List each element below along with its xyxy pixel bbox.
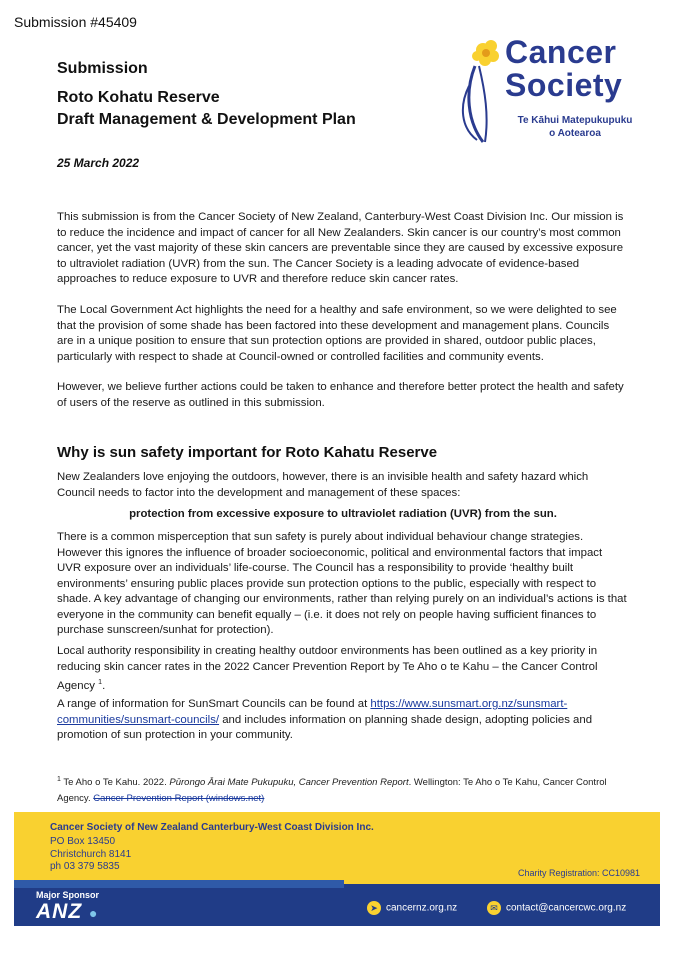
- paragraph-sunsmart: A range of information for SunSmart Councils can be found at https://www.sunsmart.org.nz/sunsmart-communities/sunsmart-councils/ and includes information on planning shade design, adopting policies and promotion of sun protection in your community.: [57, 698, 593, 741]
- cursor-icon: ➤: [367, 901, 381, 915]
- paragraph-local-gov-act: The Local Government Act highlights the need for a healthy and safe environment, so we were delighted to see that the provision of some shade has been factored into these development and management plans. Councils are in a unique position to ensure that sun protection options are provided in shared, outdoor public places, particularly with respect to shade at Council-owned or controlled facilities and community events.: [57, 304, 617, 363]
- charity-registration: Charity Registration: CC10981: [518, 868, 641, 878]
- paragraph-further-actions: However, we believe further actions could be taken to enhance and therefore better protect the health and safety of users of the reserve as outlined in this submission.: [57, 381, 624, 409]
- footnote-ref[interactable]: 1: [98, 679, 103, 686]
- footer-org-name: Cancer Society of New Zealand Canterbury-West Coast Division Inc.: [50, 822, 374, 833]
- paragraph-intro: This submission is from the Cancer Society of New Zealand, Canterbury-West Coast Division Inc. Our mission is to reduce the incidence and impact of cancer for all New Zealanders. Skin cancer is our country’s most common cancer, yet the vast majority of these skin cancers are preventable since they are caused by excessive exposure to ultraviolet radiation (UVR) from the sun. The Cancer Society is a leading advocate of evidence-based approaches to reduce exposure to UVR and therefore reduce skin cancer rates.: [57, 211, 624, 285]
- cancer-society-logo: [455, 36, 655, 146]
- document-label: Submission: [57, 60, 148, 77]
- website-link[interactable]: ➤ cancernz.org.nz: [367, 901, 457, 915]
- footnote: $^1$ Te Aho o Te Kahu. 2022. Pūrongo Ārai Mate Pukupuku, Cancer Prevention Report. Wellington: Te Aho o Te Kahu, Cancer Control Agency. Cancer Prevention Report (windows.net): [57, 776, 607, 805]
- email-link[interactable]: ✉ contact@cancercwc.org.nz: [487, 901, 626, 915]
- document-date: 25 March 2022: [57, 156, 140, 170]
- footer-address: PO Box 13450 Christchurch 8141 ph 03 379 5835: [50, 836, 132, 872]
- paragraph-misperception: There is a common misperception that sun safety is purely about individual behaviour change strategies. However this ignores the influence of broader socioeconomic, political and environmental factors that impact UVR exposure over an individuals’ life-course. The Council has a responsibility to provide ‘healthy built environments’ ensuring public places provide sun protection options to the public, especially with respect to shade. A key advantage of changing our environments, rather than relying purely on an individual’s actions is that everyone in the community can benefit equally – (i.e. it does not rely on people having sufficient finances to purchase sunscreen/sunhat for protection).: [57, 531, 627, 636]
- paragraph-local-authority: Local authority responsibility in creating healthy outdoor environments has been outlined as a key priority in reducing skin cancer rates in the 2022 Cancer Prevention Report by Te Aho o te Kahu – the Cancer Control Agency $^1$.: [57, 645, 598, 692]
- document-title-line1: Roto Kohatu Reserve: [57, 89, 220, 106]
- document-title-line2: Draft Management & Development Plan: [57, 111, 356, 128]
- section-heading: Why is sun safety important for Roto Kahatu Reserve: [57, 444, 438, 461]
- footer-accent-wedge: [14, 880, 344, 888]
- anz-logo: ANZ ●: [36, 900, 99, 923]
- submission-id: Submission #45409: [14, 14, 137, 30]
- sunsmart-link[interactable]: https://www.sunsmart.org.nz/sunsmart-communities/sunsmart-councils/: [57, 698, 568, 726]
- logo-name: Cancer Society: [505, 34, 623, 103]
- envelope-icon: ✉: [487, 901, 501, 915]
- paragraph-outdoors: New Zealanders love enjoying the outdoors, however, there is an invisible health and safety hazard which Council needs to factor into the development and management of these spaces:: [57, 471, 589, 499]
- footer: [14, 812, 660, 926]
- sponsor-label: Major Sponsor: [36, 890, 100, 900]
- logo-maori-name: Te Kāhui Matepukupuku o Aotearoa: [517, 115, 633, 139]
- daffodil-icon: [455, 36, 507, 146]
- emphasis-statement: protection from excessive exposure to ultraviolet radiation (UVR) from the sun.: [129, 508, 557, 520]
- cancer-prevention-report-link[interactable]: Cancer Prevention Report (windows.net): [93, 793, 265, 805]
